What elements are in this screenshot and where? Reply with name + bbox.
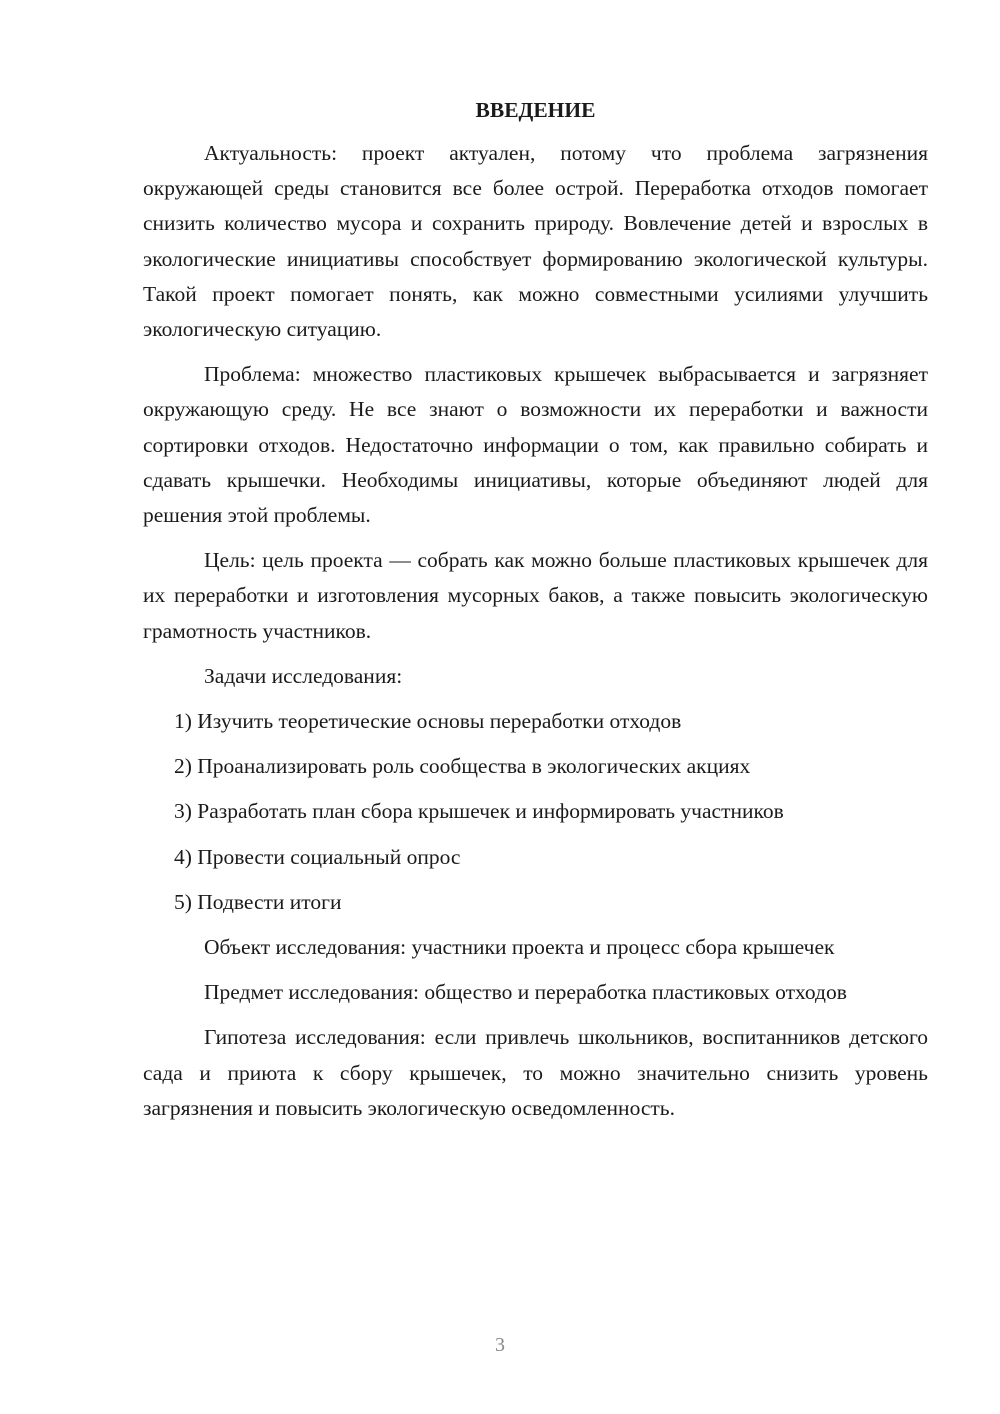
document-body — [143, 92, 928, 1136]
hypothesis-paragraph: Гипотеза исследования: если привлечь школьников, воспитанников детского сада и приюта к сбору крышечек, то можно значительно снизить уровень загрязнения и повысить экологическую осведомленность. — [143, 1025, 928, 1120]
object-paragraph: Объект исследования: участники проекта и процесс сбора крышечек — [204, 935, 835, 960]
task-item: 4) Провести социальный опрос — [174, 844, 461, 869]
goal-paragraph: Цель: цель проекта — собрать как можно больше пластиковых крышечек для их переработки и изготовления мусорных баков, а также повысить экологическую грамотность участников. — [143, 548, 928, 643]
task-item: 2) Проанализировать роль сообщества в экологических акциях — [174, 754, 751, 779]
task-item: 5) Подвести итоги — [174, 889, 342, 914]
tasks-list — [143, 704, 928, 920]
task-item: 1) Изучить теоретические основы переработки отходов — [174, 709, 682, 734]
subject-paragraph: Предмет исследования: общество и переработка пластиковых отходов — [204, 980, 847, 1005]
section-heading: ВВЕДЕНИЕ — [475, 98, 596, 122]
tasks-title: Задачи исследования: — [204, 663, 403, 688]
relevance-paragraph: Актуальность: проект актуален, потому что проблема загрязнения окружающей среды становится все более острой. Переработка отходов помогает снизить количество мусора и сохранить природу. Вовлечение детей и взрослых в экологические инициативы способствует формированию экологической культуры. Такой проект помогает понять, как можно совместными усилиями улучшить экологическую ситуацию. — [143, 141, 928, 342]
problem-paragraph: Проблема: множество пластиковых крышечек выбрасывается и загрязняет окружающую среду. Не все знают о возможности их переработки и важности сортировки отходов. Недостаточно информации о том, как правильно собирать и сдавать крышечки. Необходимы инициативы, которые объединяют людей для решения этой проблемы. — [143, 362, 928, 528]
task-item: 3) Разработать план сбора крышечек и информировать участников — [174, 799, 784, 824]
page-number: 3 — [495, 1334, 505, 1356]
